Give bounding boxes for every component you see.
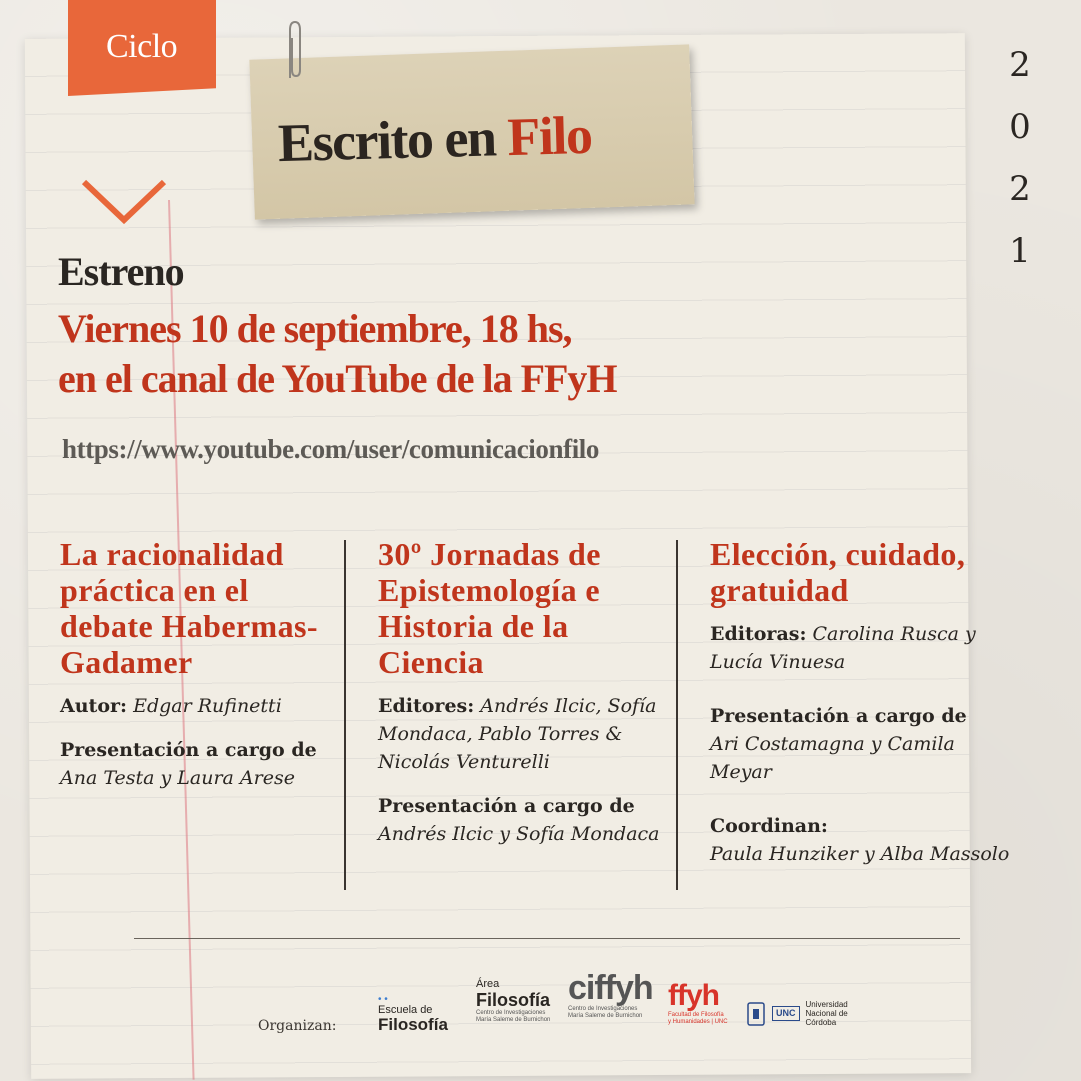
book-credit	[710, 620, 1010, 676]
credit-role: Editores:	[378, 695, 475, 717]
ffyh-logo	[668, 980, 728, 1026]
chevron-down-icon	[80, 176, 168, 228]
credit-role: Coordinan:	[710, 815, 828, 837]
event-channel-line: en el canal de YouTube de la FFyH	[58, 356, 617, 401]
year-digit: 2	[1009, 169, 1031, 209]
event-date-line: Viernes 10 de septiembre, 18 hs,	[58, 306, 572, 351]
year-vertical	[1000, 34, 1040, 282]
unc-crest-icon	[746, 1001, 766, 1027]
paperclip-icon	[282, 18, 306, 84]
credit-names: Carolina Rusca y Lucía Vinuesa	[710, 623, 976, 673]
book-title: 30º Jornadas de Epistemología e Historia de la Ciencia	[378, 536, 601, 680]
series-title	[277, 104, 592, 174]
ciffyh-logo	[568, 970, 653, 1020]
credit-role: Presentación a cargo de	[378, 795, 635, 817]
year-digit: 1	[1009, 231, 1031, 271]
book-title: Elección, cuidado, gratuidad	[710, 536, 966, 608]
logo-text: UNC	[772, 1006, 800, 1021]
column-divider	[676, 540, 678, 890]
logo-text: Centro de Investigaciones María Saleme de Burnichon	[568, 1006, 643, 1019]
book-credit	[710, 702, 1010, 786]
logo-text: Área	[476, 978, 500, 990]
logo-text: Universidad Nacional de Córdoba	[805, 1000, 848, 1027]
credit-names: Edgar Rufinetti	[133, 695, 282, 717]
year-digit: 0	[1009, 107, 1031, 147]
credit-names: Andrés Ilcic y Sofía Mondaca	[378, 823, 660, 845]
credit-names: Paula Hunziker y Alba Massolo	[710, 843, 1010, 865]
book-column-3	[710, 536, 1010, 884]
credit-names: Ari Costamagna y Camila Meyar	[710, 733, 955, 783]
credit-names: Andrés Ilcic, Sofía Mondaca, Pablo Torres & Nicolás Venturelli	[378, 695, 657, 773]
dots-icon: • •	[378, 994, 388, 1005]
book-column-2	[378, 536, 668, 864]
logo-text: Centro de Investigaciones María Saleme de Burnichon	[476, 1010, 551, 1023]
event-date-headline	[58, 304, 758, 404]
book-credit	[710, 812, 1010, 868]
credit-role: Autor:	[60, 695, 128, 717]
credit-role: Presentación a cargo de	[710, 705, 967, 727]
credit-role: Editoras:	[710, 623, 807, 645]
logo-text: ciffyh	[568, 969, 653, 1007]
book-credit	[378, 692, 668, 776]
estreno-label: Estreno	[58, 249, 184, 294]
book-credit	[60, 692, 330, 720]
book-credit	[378, 792, 668, 848]
logo-text: Escuela de	[378, 1004, 433, 1016]
credit-role: Presentación a cargo de	[60, 739, 317, 761]
year-digit: 2	[1009, 45, 1031, 85]
ciclo-tag	[68, 0, 216, 96]
logo-text: Filosofía	[476, 990, 551, 1010]
series-title-accent: Filo	[506, 104, 593, 168]
logo-text: Facultad de Filosofía y Humanidades | UNC	[668, 1012, 728, 1025]
ciclo-tag-label: Ciclo	[106, 28, 178, 66]
book-title: La racionalidad práctica en el debate Habermas-Gadamer	[60, 536, 318, 680]
logo-text: Filosofía	[378, 1015, 448, 1034]
book-credit	[60, 736, 330, 792]
unc-logo	[746, 1000, 862, 1027]
organizan-label: Organizan:	[258, 1018, 337, 1034]
column-divider	[344, 540, 346, 890]
logo-text: ffyh	[668, 979, 719, 1012]
area-filosofia-logo	[476, 978, 556, 1024]
youtube-url-link[interactable]: https://www.youtube.com/user/comunicacionfilo	[62, 434, 600, 464]
footer-divider	[134, 938, 960, 939]
series-title-prefix: Escrito en	[277, 107, 497, 174]
book-column-1	[60, 536, 330, 808]
escuela-filosofia-logo	[378, 996, 448, 1034]
credit-names: Ana Testa y Laura Arese	[60, 767, 295, 789]
